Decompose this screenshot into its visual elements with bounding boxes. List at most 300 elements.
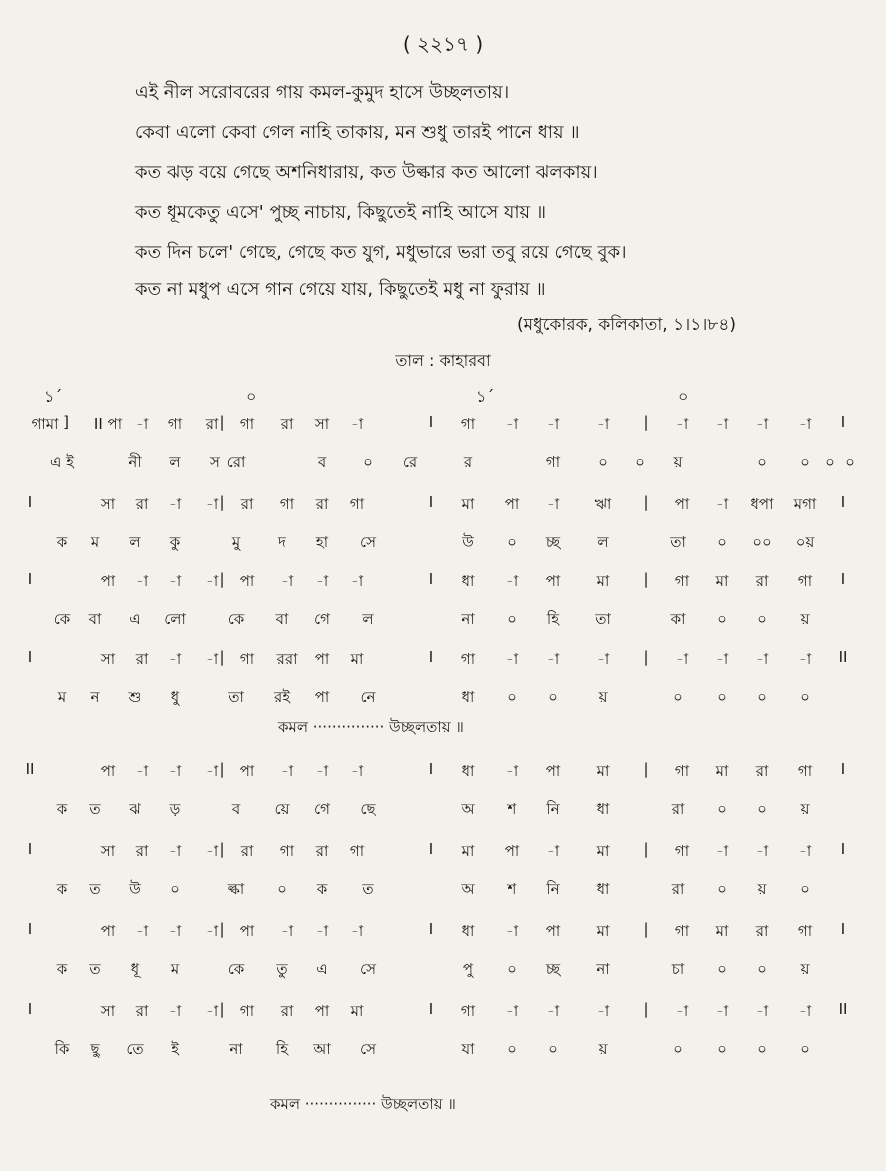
swara-note: -া bbox=[135, 415, 149, 433]
swara-note: -া bbox=[315, 572, 329, 590]
swara-note: গা bbox=[674, 842, 690, 860]
swara-note: -া bbox=[546, 842, 560, 860]
swara-note: -া bbox=[168, 572, 182, 590]
swara-note: -া bbox=[505, 572, 519, 590]
lyric-syllable: ০ bbox=[717, 880, 727, 898]
bar-line: I bbox=[27, 920, 33, 938]
lyric-syllable: র bbox=[463, 453, 473, 471]
swara-note: পা bbox=[314, 1002, 330, 1020]
swara-note: পা bbox=[674, 495, 690, 513]
lyric-syllable: ত bbox=[89, 800, 101, 818]
lyric-syllable: নি bbox=[546, 880, 560, 898]
bar-line: | bbox=[643, 840, 649, 858]
lyric-syllable: ছে bbox=[360, 800, 376, 818]
swara-note: মা bbox=[596, 762, 610, 780]
lyric-syllable: ০ bbox=[717, 800, 727, 818]
verse-line: এই নীল সরোবরের গায় কমল-কুমুদ হাসে উচ্ছলতায়। bbox=[135, 82, 510, 103]
swara-note: -া bbox=[168, 495, 182, 513]
swara-note: ধা bbox=[461, 922, 475, 940]
lyric-syllable: য় bbox=[800, 960, 810, 978]
lyric-syllable: ০ bbox=[598, 453, 608, 471]
lyric-syllable: রে bbox=[402, 453, 418, 471]
lyric-syllable: তা bbox=[670, 533, 686, 551]
lyric-syllable: ০ bbox=[717, 610, 727, 628]
swara-note: -া bbox=[505, 1002, 519, 1020]
lyric-syllable: স bbox=[210, 453, 220, 471]
page-number: ( ২২১৭ ) bbox=[402, 32, 484, 56]
swara-note: -া bbox=[135, 922, 149, 940]
refrain-line: কমল ··············· উচ্ছলতায় ॥ bbox=[270, 1095, 456, 1113]
lyric-syllable: শু bbox=[128, 688, 142, 706]
swara-note: গা bbox=[797, 922, 813, 940]
bar-line: I bbox=[27, 840, 33, 858]
lyric-syllable: ল্কা bbox=[227, 880, 245, 898]
swara-note: -া bbox=[715, 650, 729, 668]
lyric-syllable: সে bbox=[360, 1040, 376, 1058]
bar-line: I bbox=[840, 760, 846, 778]
swara-note: -া bbox=[798, 842, 812, 860]
lyric-syllable: হি bbox=[275, 1040, 289, 1058]
source-citation: (মধুকোরক, কলিকাতা, ১।১।৮৪) bbox=[517, 315, 736, 335]
lyric-syllable: মু bbox=[231, 533, 241, 551]
lyric-syllable: ০ bbox=[800, 880, 810, 898]
bar-line: | bbox=[643, 920, 649, 938]
swara-note: রা bbox=[135, 495, 149, 513]
lyric-syllable: রা bbox=[671, 800, 685, 818]
swara-note: -া bbox=[205, 495, 219, 513]
lyric-syllable: তা bbox=[228, 688, 244, 706]
swara-note: গা bbox=[349, 842, 365, 860]
swara-note: II পা bbox=[93, 415, 123, 433]
swara-note: -া bbox=[280, 572, 294, 590]
lyric-syllable: রই bbox=[273, 688, 291, 706]
swara-note: রা bbox=[135, 650, 149, 668]
lyric-syllable: ০ bbox=[277, 880, 287, 898]
swara-note: ঋা bbox=[594, 495, 612, 513]
lyric-syllable: শ bbox=[507, 880, 517, 898]
bar-line: | bbox=[219, 570, 225, 588]
lyric-syllable: ০ bbox=[673, 1040, 683, 1058]
swara-note: -া bbox=[168, 922, 182, 940]
lyric-syllable: ক bbox=[56, 960, 68, 978]
lyric-syllable: য় bbox=[757, 880, 767, 898]
lyric-syllable: গে bbox=[314, 610, 330, 628]
lyric-syllable: ধু bbox=[170, 688, 180, 706]
lyric-syllable: ল bbox=[169, 453, 181, 471]
bar-line: | bbox=[219, 920, 225, 938]
lyric-syllable: রো bbox=[226, 453, 246, 471]
swara-note: -া bbox=[168, 762, 182, 780]
lyric-syllable: ০ bbox=[717, 1040, 727, 1058]
swara-note: -া bbox=[715, 415, 729, 433]
lyric-syllable: ০ bbox=[507, 533, 517, 551]
bar-line: I bbox=[840, 413, 846, 431]
swara-note: পা bbox=[100, 572, 116, 590]
lyric-syllable: পা bbox=[314, 688, 330, 706]
lyric-syllable: না bbox=[596, 960, 610, 978]
beat-marker: ১´ bbox=[476, 387, 495, 406]
lyric-syllable: ক bbox=[56, 533, 68, 551]
swara-note: -া bbox=[715, 842, 729, 860]
bar-line: I bbox=[428, 920, 434, 938]
tala-heading: তাল : কাহারবা bbox=[395, 351, 491, 370]
swara-note: -া bbox=[675, 1002, 689, 1020]
lyric-syllable: ধা bbox=[461, 688, 475, 706]
lyric-syllable: য় bbox=[800, 610, 810, 628]
lyric-syllable: নী bbox=[128, 453, 142, 471]
swara-note: -া bbox=[280, 922, 294, 940]
swara-note: গা bbox=[797, 572, 813, 590]
swara-note: গা bbox=[797, 762, 813, 780]
swara-note: মা bbox=[715, 922, 729, 940]
lyric-syllable: ০ bbox=[170, 880, 180, 898]
bar-line: I bbox=[428, 760, 434, 778]
bar-line: II bbox=[838, 1000, 848, 1018]
lyric-syllable: বা bbox=[275, 610, 289, 628]
swara-note: রা bbox=[280, 1002, 294, 1020]
bar-line: II bbox=[25, 760, 35, 778]
lyric-syllable: ০ bbox=[757, 610, 767, 628]
swara-note: -া bbox=[205, 922, 219, 940]
refrain-line: কমল ··············· উচ্ছলতায় ॥ bbox=[278, 718, 464, 736]
bar-line: | bbox=[219, 648, 225, 666]
lyric-syllable: ০০ bbox=[752, 533, 772, 551]
lyric-syllable: ০ bbox=[845, 453, 855, 471]
swara-note: রা bbox=[240, 495, 254, 513]
bar-line: | bbox=[643, 760, 649, 778]
swara-note: -া bbox=[546, 415, 560, 433]
lyric-syllable: ০ bbox=[757, 800, 767, 818]
swara-note: মা bbox=[596, 922, 610, 940]
lyric-syllable: চ্ছ bbox=[545, 533, 561, 551]
lyric-syllable: ০ bbox=[548, 1040, 558, 1058]
lyric-syllable: না bbox=[461, 610, 475, 628]
lyric-syllable: লো bbox=[164, 610, 186, 628]
lyric-syllable: গা bbox=[545, 453, 561, 471]
swara-note: পা bbox=[504, 495, 520, 513]
swara-note: মা bbox=[350, 1002, 364, 1020]
bar-line: | bbox=[643, 648, 649, 666]
bar-line: | bbox=[219, 760, 225, 778]
lyric-syllable: ম bbox=[170, 960, 180, 978]
swara-note: রা bbox=[315, 842, 329, 860]
lyric-syllable: কু bbox=[169, 533, 181, 551]
lyric-syllable: ক bbox=[56, 880, 68, 898]
lyric-syllable: ল bbox=[597, 533, 609, 551]
swara-note: -া bbox=[755, 1002, 769, 1020]
lyric-syllable: ত bbox=[89, 960, 101, 978]
swara-note: -া bbox=[755, 842, 769, 860]
swara-note: রা bbox=[755, 922, 769, 940]
beat-marker: ০ bbox=[246, 387, 257, 406]
lyric-syllable: ন bbox=[90, 688, 100, 706]
lyric-syllable: ০ bbox=[800, 688, 810, 706]
swara-note: রা bbox=[280, 415, 294, 433]
lyric-syllable: ধা bbox=[596, 880, 610, 898]
bar-line: I bbox=[27, 1000, 33, 1018]
lyric-syllable: ক bbox=[316, 880, 328, 898]
lyric-syllable: ব bbox=[231, 800, 241, 818]
lyric-syllable: শ bbox=[507, 800, 517, 818]
lyric-syllable: ০য় bbox=[795, 533, 815, 551]
lyric-syllable: ০ bbox=[507, 610, 517, 628]
swara-note: গা bbox=[239, 650, 255, 668]
swara-note: -া bbox=[315, 762, 329, 780]
lyric-syllable: বা bbox=[88, 610, 102, 628]
lyric-syllable: ০ bbox=[507, 960, 517, 978]
swara-note: গা bbox=[674, 762, 690, 780]
swara-note: -া bbox=[596, 650, 610, 668]
lyric-syllable: ০ bbox=[363, 453, 373, 471]
lyric-syllable: ত bbox=[89, 880, 101, 898]
swara-note: পা bbox=[545, 762, 561, 780]
swara-note: মা bbox=[596, 572, 610, 590]
swara-note: রা bbox=[205, 415, 219, 433]
bar-line: I bbox=[428, 493, 434, 511]
lyric-syllable: তু bbox=[276, 960, 288, 978]
swara-note: -া bbox=[350, 762, 364, 780]
swara-note: -া bbox=[596, 415, 610, 433]
lyric-syllable: হা bbox=[315, 533, 329, 551]
swara-note: -া bbox=[505, 650, 519, 668]
lyric-syllable: সে bbox=[360, 960, 376, 978]
lyric-syllable: য়ে bbox=[274, 800, 290, 818]
swara-note: -া bbox=[505, 415, 519, 433]
swara-note: পা bbox=[545, 572, 561, 590]
lyric-syllable: উ bbox=[462, 533, 474, 551]
lyric-syllable: যা bbox=[461, 1040, 475, 1058]
lyric-syllable: ০ bbox=[507, 1040, 517, 1058]
swara-note: -া bbox=[546, 495, 560, 513]
swara-note: -া bbox=[755, 650, 769, 668]
swara-note: -া bbox=[315, 922, 329, 940]
lyric-syllable: ০ bbox=[717, 688, 727, 706]
swara-note: মা bbox=[350, 650, 364, 668]
swara-note: পা bbox=[239, 922, 255, 940]
bar-line: | bbox=[643, 570, 649, 588]
swara-note: মা bbox=[596, 842, 610, 860]
swara-note: -া bbox=[350, 922, 364, 940]
swara-note: রা bbox=[135, 842, 149, 860]
bar-line: I bbox=[840, 570, 846, 588]
bar-line: | bbox=[643, 413, 649, 431]
swara-note: গা bbox=[349, 495, 365, 513]
swara-note: ধা bbox=[461, 762, 475, 780]
lyric-syllable: ০ bbox=[757, 453, 767, 471]
verse-line: কত দিন চলে' গেছে, গেছে কত যুগ, মধুভারে ভরা তবু রয়ে গেছে বুক। bbox=[135, 242, 627, 263]
lyric-syllable: ল bbox=[362, 610, 374, 628]
lyric-syllable: কে bbox=[227, 610, 245, 628]
bar-line: I bbox=[27, 570, 33, 588]
swara-note: মা bbox=[461, 495, 475, 513]
lyric-syllable: ০ bbox=[757, 960, 767, 978]
lyric-syllable: এ ই bbox=[50, 453, 74, 471]
lyric-syllable: ত bbox=[362, 880, 374, 898]
swara-note: সা bbox=[100, 842, 116, 860]
bar-line: II bbox=[838, 648, 848, 666]
lyric-syllable: এ bbox=[129, 610, 141, 628]
lyric-syllable: উ bbox=[129, 880, 141, 898]
lyric-syllable: চা bbox=[671, 960, 685, 978]
swara-note: রা bbox=[755, 572, 769, 590]
swara-note: রা bbox=[135, 1002, 149, 1020]
bar-line: I bbox=[428, 570, 434, 588]
swara-note: -া bbox=[546, 650, 560, 668]
swara-note: গা bbox=[460, 1002, 476, 1020]
bar-line: I bbox=[428, 1000, 434, 1018]
swara-note: সা bbox=[314, 415, 330, 433]
swara-note: সা bbox=[100, 650, 116, 668]
swara-note: -া bbox=[135, 762, 149, 780]
swara-note: পা bbox=[504, 842, 520, 860]
lyric-syllable: কে bbox=[53, 610, 71, 628]
swara-note: রা bbox=[315, 495, 329, 513]
lyric-syllable: য় bbox=[598, 688, 608, 706]
lyric-syllable: রা bbox=[671, 880, 685, 898]
swara-note: মা bbox=[715, 762, 729, 780]
lyric-syllable: ই bbox=[171, 1040, 179, 1058]
lyric-syllable: অ bbox=[461, 800, 475, 818]
lyric-syllable: কি bbox=[54, 1040, 70, 1058]
swara-note: গা bbox=[167, 415, 183, 433]
swara-note: গা bbox=[674, 572, 690, 590]
lyric-syllable: পু bbox=[462, 960, 474, 978]
bar-line: | bbox=[643, 1000, 649, 1018]
lyric-syllable: নে bbox=[360, 688, 376, 706]
lyric-syllable: ধূ bbox=[130, 960, 140, 978]
swara-note: -া bbox=[280, 762, 294, 780]
swara-note: -া bbox=[798, 415, 812, 433]
swara-note: রা bbox=[755, 762, 769, 780]
lyric-syllable: আ bbox=[313, 1040, 331, 1058]
swara-note: -া bbox=[675, 415, 689, 433]
swara-note: -া bbox=[205, 650, 219, 668]
lyric-syllable: ধা bbox=[596, 800, 610, 818]
bar-line: গামা bbox=[31, 415, 59, 433]
swara-note: -া bbox=[798, 650, 812, 668]
swara-note: পা bbox=[100, 762, 116, 780]
lyric-syllable: ০ bbox=[507, 688, 517, 706]
verse-line: কত ধূমকেতু এসে' পুচ্ছ নাচায়, কিছুতেই নাহি আসে যায় ॥ bbox=[135, 202, 547, 223]
swara-note: -া bbox=[205, 842, 219, 860]
swara-note: ধপা bbox=[750, 495, 774, 513]
swara-note: -া bbox=[596, 1002, 610, 1020]
lyric-syllable: ০ bbox=[757, 688, 767, 706]
swara-note: গা bbox=[460, 650, 476, 668]
swara-note: -া bbox=[715, 1002, 729, 1020]
swara-note: -া bbox=[168, 842, 182, 860]
lyric-syllable: য় bbox=[800, 800, 810, 818]
lyric-syllable: ল bbox=[129, 533, 141, 551]
lyric-syllable: এ bbox=[316, 960, 328, 978]
lyric-syllable: অ bbox=[461, 880, 475, 898]
swara-note: গা bbox=[239, 1002, 255, 1020]
swara-note: গা bbox=[279, 842, 295, 860]
swara-note: -া bbox=[350, 415, 364, 433]
lyric-syllable: ঝ bbox=[129, 800, 141, 818]
bar-line: I bbox=[27, 493, 33, 511]
swara-note: গা bbox=[239, 415, 255, 433]
beat-marker: ০ bbox=[678, 387, 689, 406]
swara-note: মা bbox=[461, 842, 475, 860]
swara-note: পা bbox=[545, 922, 561, 940]
lyric-syllable: সে bbox=[360, 533, 376, 551]
bar-line: | bbox=[219, 1000, 225, 1018]
swara-note: -া bbox=[168, 1002, 182, 1020]
lyric-syllable: কা bbox=[670, 610, 686, 628]
lyric-syllable: ম bbox=[90, 533, 100, 551]
bar-line: I bbox=[840, 840, 846, 858]
lyric-syllable: ০ bbox=[800, 1040, 810, 1058]
swara-note: ররা bbox=[276, 650, 298, 668]
lyric-syllable: হি bbox=[546, 610, 560, 628]
swara-note: -া bbox=[715, 495, 729, 513]
bar-line: I bbox=[428, 648, 434, 666]
lyric-syllable: না bbox=[229, 1040, 243, 1058]
verse-line: কত না মধুপ এসে গান গেয়ে যায়, কিছুতেই মধু না ফুরায় ॥ bbox=[135, 279, 546, 300]
lyric-syllable: ০ bbox=[717, 960, 727, 978]
swara-note: পা bbox=[100, 922, 116, 940]
swara-note: পা bbox=[239, 572, 255, 590]
swara-note: -া bbox=[546, 1002, 560, 1020]
swara-note: -া bbox=[755, 415, 769, 433]
swara-note: পা bbox=[314, 650, 330, 668]
bar-line: I bbox=[840, 493, 846, 511]
bar-line: | bbox=[219, 493, 225, 511]
swara-note: -া bbox=[505, 922, 519, 940]
lyric-syllable: য় bbox=[673, 453, 683, 471]
bar-line: I bbox=[27, 648, 33, 666]
lyric-syllable: ০ bbox=[757, 1040, 767, 1058]
lyric-syllable: কে bbox=[227, 960, 245, 978]
swara-note: রা bbox=[240, 842, 254, 860]
lyric-syllable: ০ bbox=[825, 453, 835, 471]
beat-marker: ১´ bbox=[44, 387, 63, 406]
swara-note: -া bbox=[205, 572, 219, 590]
bar-line: I bbox=[428, 840, 434, 858]
swara-note: মা bbox=[715, 572, 729, 590]
lyric-syllable: গে bbox=[314, 800, 330, 818]
bar-line: | bbox=[643, 493, 649, 511]
swara-note: মগা bbox=[793, 495, 817, 513]
swara-note: -া bbox=[675, 650, 689, 668]
swara-note: ধা bbox=[461, 572, 475, 590]
lyric-syllable: ০ bbox=[548, 688, 558, 706]
swara-note: সা bbox=[100, 1002, 116, 1020]
swara-note: -া bbox=[350, 572, 364, 590]
bar-line: I bbox=[840, 920, 846, 938]
verse-line: কেবা এলো কেবা গেল নাহি তাকায়, মন শুধু তারই পানে ধায় ॥ bbox=[135, 122, 580, 143]
lyric-syllable: ড় bbox=[169, 800, 181, 818]
bar-line: | bbox=[219, 413, 225, 431]
lyric-syllable: দ bbox=[278, 533, 286, 551]
bar-line: | bbox=[219, 840, 225, 858]
bar-line: ] bbox=[63, 413, 69, 431]
swara-note: -া bbox=[135, 572, 149, 590]
lyric-syllable: ০ bbox=[673, 688, 683, 706]
bar-line: I bbox=[428, 413, 434, 431]
lyric-syllable: ০ bbox=[800, 453, 810, 471]
lyric-syllable: য় bbox=[598, 1040, 608, 1058]
lyric-syllable: নি bbox=[546, 800, 560, 818]
swara-note: গা bbox=[674, 922, 690, 940]
lyric-syllable: তে bbox=[126, 1040, 144, 1058]
swara-note: -া bbox=[798, 1002, 812, 1020]
swara-note: -া bbox=[205, 1002, 219, 1020]
lyric-syllable: ০ bbox=[717, 533, 727, 551]
swara-note: -া bbox=[505, 762, 519, 780]
lyric-syllable: তা bbox=[595, 610, 611, 628]
